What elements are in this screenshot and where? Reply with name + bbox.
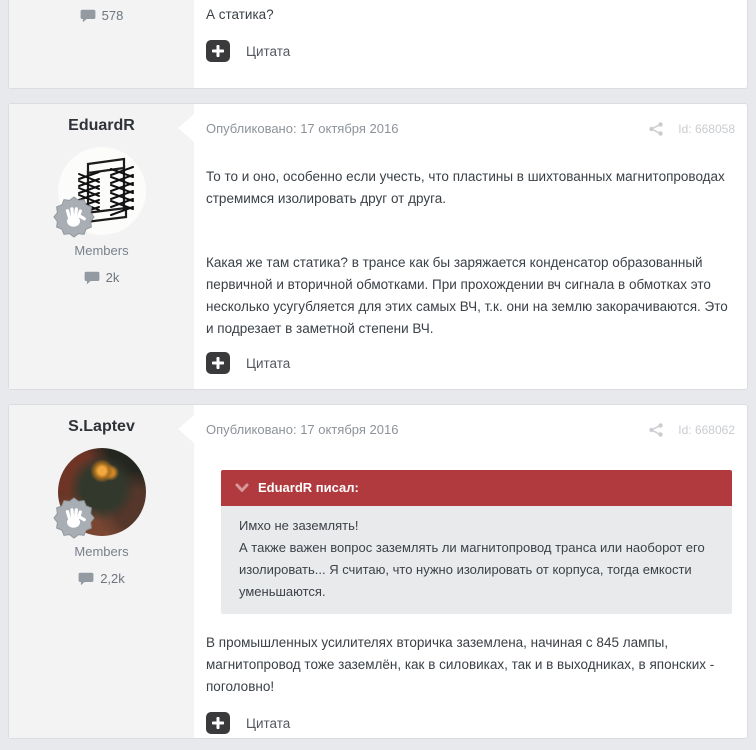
post-bubble-tail bbox=[178, 114, 194, 142]
post-bubble-tail bbox=[178, 415, 194, 443]
published-date: Опубликовано: 17 октября 2016 bbox=[206, 121, 399, 136]
comment-count-value: 2k bbox=[105, 270, 120, 285]
author-comment-count bbox=[9, 571, 194, 586]
post-paragraph: Какая же там статика? в трансе как бы заряжается конденсатор образованный первичной и вторичной обмотками. При прохождении вч сигнала в обмотках это несколько усугубляется для этих самых ВЧ, т.к. они на землю закорачиваются. Это и подрезает в заметной степени ВЧ. bbox=[206, 255, 728, 336]
comment-bubble-icon bbox=[78, 572, 94, 586]
plus-icon bbox=[212, 357, 224, 369]
published-date: Опубликовано: 17 октября 2016 bbox=[206, 422, 399, 437]
quote-button[interactable]: Цитата bbox=[246, 43, 291, 59]
post-id: Id: 668058 bbox=[678, 122, 735, 136]
author-group: Members bbox=[74, 243, 129, 258]
author-group: Members bbox=[74, 544, 129, 559]
post-paragraph: В промышленных усилителях вторичка заземлена, начиная с 845 лампы, магнитопровод тоже заземлён, как в силовиках, так и в выходниках, в японских - поголовно! bbox=[206, 635, 715, 694]
quote-body bbox=[221, 506, 732, 614]
share-icon[interactable] bbox=[648, 422, 664, 438]
author-comment-count bbox=[9, 8, 194, 23]
post-id: Id: 668062 bbox=[678, 423, 735, 437]
hand-badge-icon bbox=[53, 196, 95, 238]
comment-bubble-icon bbox=[84, 271, 100, 285]
multiquote-button[interactable] bbox=[206, 712, 230, 734]
post-paragraph: То то и оно, особенно если учесть, что пластины в шихтованных магнитопроводах стремимся изолировать друг от друга. bbox=[206, 169, 725, 206]
multiquote-button[interactable] bbox=[206, 352, 230, 374]
author-column bbox=[9, 104, 194, 389]
post-content bbox=[194, 0, 747, 88]
author-name-link[interactable]: EduardR bbox=[68, 117, 135, 134]
author-column bbox=[9, 0, 194, 88]
quote-header[interactable] bbox=[221, 470, 732, 506]
author-comment-count bbox=[9, 270, 194, 285]
quote-button[interactable]: Цитата bbox=[246, 715, 291, 731]
hand-badge-icon bbox=[53, 497, 95, 539]
quoted-post bbox=[221, 470, 732, 614]
post-text: А статика? bbox=[206, 7, 274, 22]
post-content bbox=[194, 104, 747, 389]
post-content bbox=[194, 405, 747, 738]
plus-icon bbox=[212, 45, 224, 57]
comment-count-value: 578 bbox=[101, 8, 124, 23]
author-column bbox=[9, 405, 194, 738]
chevron-down-icon bbox=[235, 483, 249, 493]
quote-author-label: EduardR писал: bbox=[258, 480, 359, 495]
forum-post bbox=[8, 0, 748, 89]
plus-icon bbox=[212, 717, 224, 729]
quote-text-line: Имхо не заземлять! bbox=[239, 518, 359, 533]
quote-text-line: А также важен вопрос заземлять ли магнитопровод транса или наоборот его изолировать... Я считаю, что нужно изолировать от корпуса, тогда емкости уменьшаются. bbox=[239, 540, 705, 599]
forum-post bbox=[8, 103, 748, 390]
share-icon[interactable] bbox=[648, 121, 664, 137]
quote-button[interactable]: Цитата bbox=[246, 355, 291, 371]
author-name-link[interactable]: S.Laptev bbox=[68, 418, 135, 435]
forum-post bbox=[8, 404, 748, 739]
comment-bubble-icon bbox=[80, 9, 96, 23]
comment-count-value: 2,2k bbox=[100, 571, 125, 586]
multiquote-button[interactable] bbox=[206, 40, 230, 62]
